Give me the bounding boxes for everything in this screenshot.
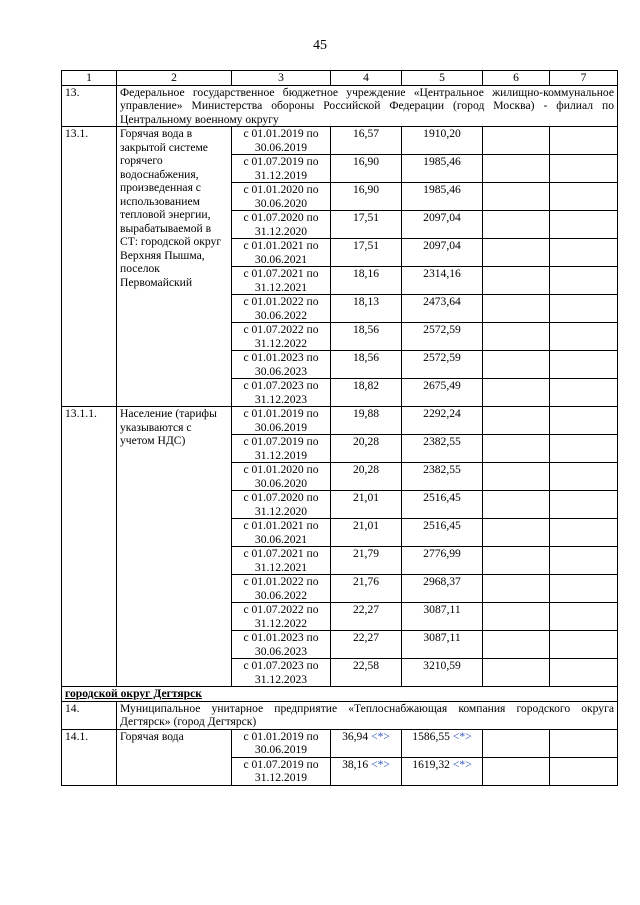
value-text: 22,58 (352, 659, 380, 672)
col-header-4: 4 (331, 71, 402, 86)
table-row (62, 127, 618, 155)
value-text: 3210,59 (423, 659, 461, 672)
org-number: 14. (62, 701, 117, 729)
empty-cell (550, 729, 618, 757)
value-text: 1586,55 (412, 729, 450, 743)
empty-cell (483, 463, 550, 491)
tariff-cell (402, 239, 483, 267)
org-row (62, 85, 618, 127)
col-header-5: 5 (402, 71, 483, 86)
value-text: 2968,37 (423, 575, 461, 588)
value-text: 21,76 (352, 575, 380, 588)
empty-cell (483, 407, 550, 435)
value-text: 2516,45 (423, 519, 461, 532)
empty-cell (550, 239, 618, 267)
group-number: 14.1. (62, 729, 117, 785)
rate-cell (331, 379, 402, 407)
empty-cell (483, 239, 550, 267)
rate-cell (331, 183, 402, 211)
rate-cell (331, 603, 402, 631)
value-text: 1910,20 (423, 127, 461, 140)
value-text: 18,82 (352, 379, 380, 392)
empty-cell (550, 659, 618, 687)
empty-cell (483, 211, 550, 239)
empty-cell (483, 603, 550, 631)
period-cell: с 01.01.2021 по 30.06.2021 (232, 239, 331, 267)
empty-cell (483, 267, 550, 295)
value-text: 1985,46 (423, 155, 461, 168)
period-cell: с 01.07.2021 по 31.12.2021 (232, 547, 331, 575)
org-name: Федеральное государственное бюджетное учреждение «Центральное жилищно-коммунальное управление» Министерства обороны Российской Федерации (город Москва) - филиал по Центральному военному округу (117, 85, 618, 127)
header-row (62, 71, 618, 86)
empty-cell (483, 491, 550, 519)
rate-cell (331, 729, 402, 757)
rate-cell (331, 519, 402, 547)
tariff-cell (402, 127, 483, 155)
tariff-cell (402, 323, 483, 351)
org-name: Муниципальное унитарное предприятие «Теплоснабжающая компания городского округа Дегтярск» (город Дегтярск) (117, 701, 618, 729)
tariff-cell (402, 631, 483, 659)
value-text: 17,51 (352, 211, 380, 224)
empty-cell (550, 351, 618, 379)
section-title (62, 687, 618, 702)
tariff-cell (402, 575, 483, 603)
rate-cell (331, 155, 402, 183)
period-cell: с 01.01.2019 по 30.06.2019 (232, 127, 331, 155)
tariff-cell (402, 603, 483, 631)
rate-cell (331, 547, 402, 575)
empty-cell (483, 295, 550, 323)
rate-cell (331, 757, 402, 785)
period-cell: с 01.07.2023 по 31.12.2023 (232, 659, 331, 687)
tariff-cell (402, 379, 483, 407)
value-text: 16,90 (352, 183, 380, 196)
rate-cell (331, 211, 402, 239)
period-cell: с 01.07.2023 по 31.12.2023 (232, 379, 331, 407)
value-text: 18,56 (352, 351, 380, 364)
empty-cell (550, 491, 618, 519)
empty-cell (483, 155, 550, 183)
value-text: 18,16 (352, 267, 380, 280)
empty-cell (550, 295, 618, 323)
rate-cell (331, 127, 402, 155)
empty-cell (550, 435, 618, 463)
tariff-cell (402, 757, 483, 785)
value-text: 2314,16 (423, 267, 461, 280)
empty-cell (550, 547, 618, 575)
value-text: 16,90 (352, 155, 380, 168)
rate-cell (331, 295, 402, 323)
group-number: 13.1.1. (62, 407, 117, 687)
rate-cell (331, 491, 402, 519)
value-text: 21,79 (352, 547, 380, 560)
value-text: 2776,99 (423, 547, 461, 560)
period-cell: с 01.01.2020 по 30.06.2020 (232, 183, 331, 211)
value-text: 1619,32 (412, 757, 450, 771)
rate-cell (331, 631, 402, 659)
period-cell: с 01.01.2023 по 30.06.2023 (232, 631, 331, 659)
value-text: 2292,24 (423, 407, 461, 420)
value-text: 16,57 (352, 127, 380, 140)
value-text: 3087,11 (423, 603, 461, 616)
period-cell: с 01.01.2019 по 30.06.2019 (232, 729, 331, 757)
table-row (62, 407, 618, 435)
empty-cell (550, 603, 618, 631)
value-text: 3087,11 (423, 631, 461, 644)
group-description: Горячая вода (117, 729, 232, 785)
group-description: Население (тарифы указываются с учетом НДС) (117, 407, 232, 687)
tariff-cell (402, 155, 483, 183)
tariff-table (61, 70, 618, 786)
rate-cell (331, 323, 402, 351)
period-cell: с 01.01.2022 по 30.06.2022 (232, 575, 331, 603)
empty-cell (550, 211, 618, 239)
value-text: 2572,59 (423, 323, 461, 336)
empty-cell (550, 379, 618, 407)
tariff-cell (402, 519, 483, 547)
tariff-cell (402, 491, 483, 519)
empty-cell (550, 267, 618, 295)
value-text: 18,13 (352, 295, 380, 308)
period-cell: с 01.01.2023 по 30.06.2023 (232, 351, 331, 379)
tariff-cell (402, 183, 483, 211)
rate-cell (331, 351, 402, 379)
value-text: 36,94 (342, 729, 369, 743)
value-text: 2382,55 (423, 435, 461, 448)
section-text: городской округ Дегтярск (65, 687, 202, 700)
empty-cell (483, 547, 550, 575)
value-text: 18,56 (352, 323, 380, 336)
period-cell: с 01.07.2021 по 31.12.2021 (232, 267, 331, 295)
empty-cell (550, 575, 618, 603)
value-text: 17,51 (352, 239, 380, 252)
tariff-cell (402, 463, 483, 491)
tariff-cell (402, 407, 483, 435)
footnote-link[interactable]: <*> (371, 757, 390, 771)
empty-cell (483, 435, 550, 463)
col-header-2: 2 (117, 71, 232, 86)
tariff-cell (402, 547, 483, 575)
empty-cell (550, 127, 618, 155)
tariff-cell (402, 729, 483, 757)
period-cell: с 01.07.2022 по 31.12.2022 (232, 323, 331, 351)
tariff-cell (402, 295, 483, 323)
empty-cell (550, 463, 618, 491)
period-cell: с 01.01.2022 по 30.06.2022 (232, 295, 331, 323)
value-text: 2097,04 (423, 239, 461, 252)
footnote-link[interactable]: <*> (452, 757, 472, 771)
empty-cell (550, 407, 618, 435)
rate-cell (331, 407, 402, 435)
org-row (62, 701, 618, 729)
period-cell: с 01.01.2020 по 30.06.2020 (232, 463, 331, 491)
value-text: 2516,45 (423, 491, 461, 504)
empty-cell (483, 631, 550, 659)
tariff-cell (402, 435, 483, 463)
org-number: 13. (62, 85, 117, 127)
tariff-cell (402, 211, 483, 239)
col-header-3: 3 (232, 71, 331, 86)
col-header-6: 6 (483, 71, 550, 86)
rate-cell (331, 435, 402, 463)
value-text: 21,01 (352, 519, 380, 532)
period-cell: с 01.07.2020 по 31.12.2020 (232, 211, 331, 239)
value-text: 19,88 (352, 407, 380, 420)
rate-cell (331, 575, 402, 603)
empty-cell (483, 729, 550, 757)
table-row (62, 729, 618, 757)
period-cell: с 01.01.2019 по 30.06.2019 (232, 407, 331, 435)
value-text: 2572,59 (423, 351, 461, 364)
empty-cell (483, 757, 550, 785)
empty-cell (550, 155, 618, 183)
value-text: 20,28 (352, 435, 380, 448)
period-cell: с 01.07.2019 по 31.12.2019 (232, 155, 331, 183)
empty-cell (483, 659, 550, 687)
empty-cell (483, 519, 550, 547)
empty-cell (483, 323, 550, 351)
value-text: 1985,46 (423, 183, 461, 196)
empty-cell (483, 183, 550, 211)
period-cell: с 01.07.2022 по 31.12.2022 (232, 603, 331, 631)
empty-cell (550, 519, 618, 547)
section-row (62, 687, 618, 702)
value-text: 38,16 (342, 757, 369, 771)
value-text: 22,27 (352, 631, 380, 644)
value-text: 21,01 (352, 491, 380, 504)
value-text: 2473,64 (423, 295, 461, 308)
value-text: 22,27 (352, 603, 380, 616)
empty-cell (483, 127, 550, 155)
group-description: Горячая вода в закрытой системе горячего водоснабжения, произведенная с использованием тепловой энергии, вырабатываемой в СТ: городской округ Верхняя Пышма, поселок Первомайский (117, 127, 232, 407)
empty-cell (550, 757, 618, 785)
tariff-cell (402, 267, 483, 295)
value-text: 20,28 (352, 463, 380, 476)
rate-cell (331, 659, 402, 687)
value-text: 2097,04 (423, 211, 461, 224)
value-text: 2382,55 (423, 463, 461, 476)
rate-cell (331, 463, 402, 491)
group-number: 13.1. (62, 127, 117, 407)
empty-cell (483, 351, 550, 379)
period-cell: с 01.07.2020 по 31.12.2020 (232, 491, 331, 519)
period-cell: с 01.01.2021 по 30.06.2021 (232, 519, 331, 547)
empty-cell (483, 379, 550, 407)
empty-cell (550, 183, 618, 211)
rate-cell (331, 239, 402, 267)
tariff-cell (402, 659, 483, 687)
empty-cell (483, 575, 550, 603)
footnote-link[interactable]: <*> (371, 729, 390, 743)
value-text: 2675,49 (423, 379, 461, 392)
period-cell: с 01.07.2019 по 31.12.2019 (232, 435, 331, 463)
tariff-cell (402, 351, 483, 379)
empty-cell (550, 323, 618, 351)
footnote-link[interactable]: <*> (452, 729, 472, 743)
page-number: 45 (313, 38, 327, 53)
rate-cell (331, 267, 402, 295)
empty-cell (550, 631, 618, 659)
period-cell: с 01.07.2019 по 31.12.2019 (232, 757, 331, 785)
col-header-1: 1 (62, 71, 117, 86)
col-header-7: 7 (550, 71, 618, 86)
